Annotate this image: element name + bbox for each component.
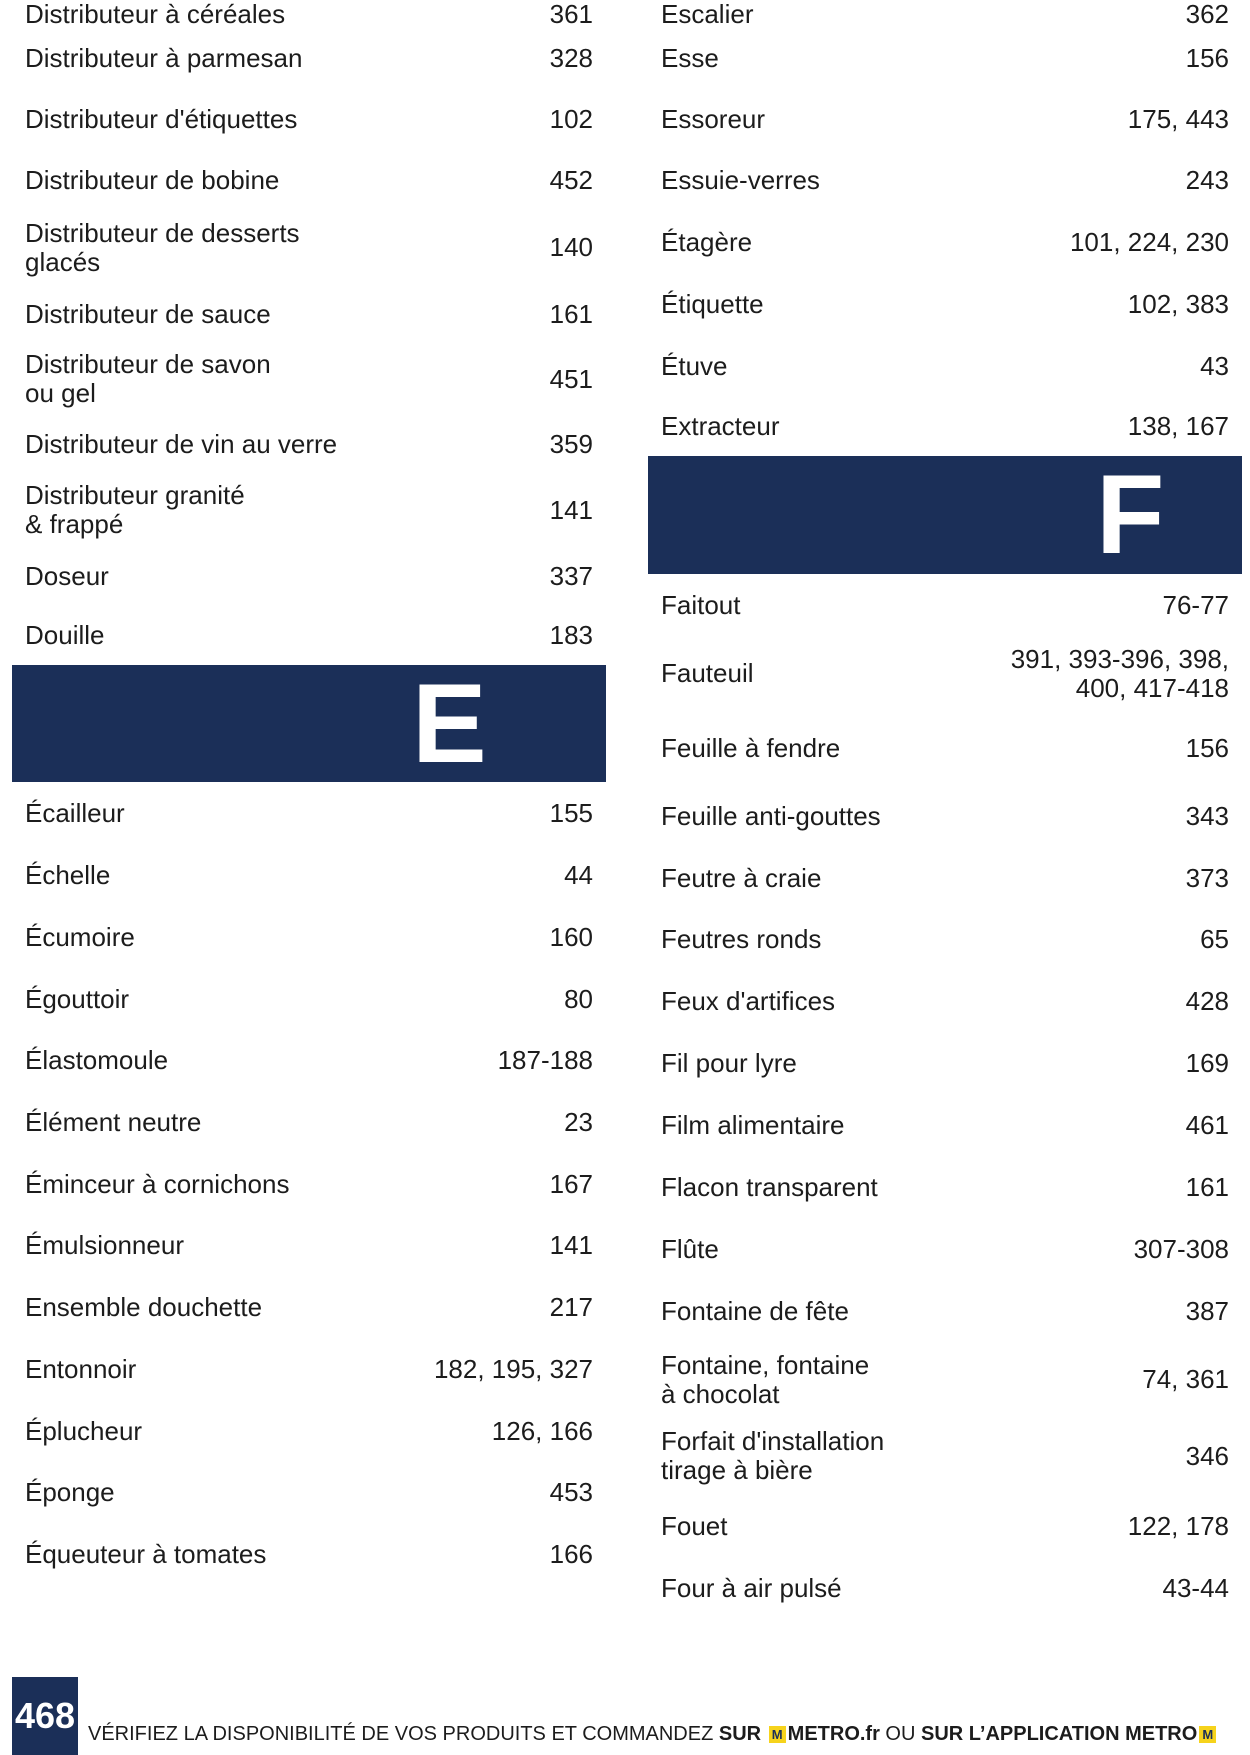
- entry-label: Feutres ronds: [661, 924, 822, 954]
- entry-label: Feux d'artifices: [661, 985, 836, 1016]
- entry-pages: 182, 195, 327: [433, 1353, 593, 1384]
- entry-label: Forfait d'installation tirage à bière: [661, 1426, 885, 1485]
- entry-label: Entonnoir: [25, 1353, 137, 1384]
- entry-pages: 307-308: [1133, 1233, 1229, 1264]
- entry-pages: 43: [1200, 350, 1229, 381]
- index-entry: [648, 150, 1242, 211]
- index-entry: [648, 1032, 1242, 1094]
- entry-label: Four à air pulsé: [661, 1572, 842, 1603]
- index-entry: [12, 1091, 606, 1153]
- index-entry: [648, 711, 1242, 785]
- index-entry: [12, 211, 606, 284]
- entry-label: Étuve: [661, 350, 728, 381]
- entry-pages: 428: [1185, 985, 1229, 1016]
- index-entry: [12, 1338, 606, 1400]
- entry-label: Écailleur: [25, 797, 125, 828]
- index-entry: [12, 1030, 606, 1091]
- entry-pages: 102, 383: [1127, 288, 1229, 319]
- entries-e: [12, 782, 606, 1585]
- entries-f: [648, 574, 1242, 1619]
- entry-label: Éponge: [25, 1477, 115, 1507]
- entry-pages: 461: [1185, 1109, 1229, 1140]
- index-entry: [648, 1342, 1242, 1417]
- entry-label: Écumoire: [25, 921, 135, 952]
- entry-pages: 156: [1185, 42, 1229, 73]
- entry-pages: 391, 393-396, 398, 400, 417-418: [1010, 643, 1229, 703]
- entry-pages: 361: [549, 0, 593, 29]
- entry-label: Esse: [661, 42, 719, 73]
- index-entry: [648, 970, 1242, 1032]
- entry-pages: 183: [549, 620, 593, 650]
- index-entry: [648, 1280, 1242, 1342]
- index-entry: [12, 606, 606, 665]
- index-entry: [12, 474, 606, 546]
- entry-label: Distributeur de savon ou gel: [25, 349, 271, 408]
- entry-pages: 23: [564, 1106, 593, 1137]
- entry-pages: 43-44: [1162, 1572, 1229, 1603]
- entry-pages: 80: [564, 983, 593, 1014]
- section-letter: E: [412, 660, 487, 786]
- index-entry: [648, 1417, 1242, 1495]
- metro-site-link[interactable]: METRO.fr: [787, 1723, 880, 1745]
- entry-label: Douille: [25, 620, 105, 650]
- entry-label: Extracteur: [661, 411, 780, 441]
- entry-pages: 451: [549, 363, 593, 394]
- entry-pages: 387: [1185, 1295, 1229, 1326]
- entry-pages: 126, 166: [491, 1415, 593, 1446]
- entry-pages: 328: [549, 42, 593, 73]
- index-column-right: [648, 0, 1242, 1619]
- index-entry: [648, 847, 1242, 909]
- index-entry: [12, 28, 606, 88]
- entry-label: Distributeur à parmesan: [25, 42, 303, 73]
- entry-pages: 141: [549, 494, 593, 525]
- entry-label: Film alimentaire: [661, 1109, 845, 1140]
- entry-pages: 217: [549, 1291, 593, 1322]
- index-entry: [648, 1218, 1242, 1280]
- entry-pages: 453: [549, 1477, 593, 1507]
- footer-text-part1: VÉRIFIEZ LA DISPONIBILITÉ DE VOS PRODUITS ET COMMANDEZ: [88, 1723, 719, 1745]
- footer-text-part2: OU: [879, 1723, 921, 1745]
- index-entry: [648, 574, 1242, 636]
- entry-pages: 74, 361: [1142, 1364, 1229, 1394]
- metro-app-logo-icon: M: [1199, 1726, 1216, 1743]
- index-entry: [648, 1094, 1242, 1156]
- footer-promo-text: [88, 1722, 1218, 1746]
- letter-banner-e: [12, 660, 606, 786]
- entry-label: Flacon transparent: [661, 1171, 878, 1202]
- entry-pages: 343: [1185, 800, 1229, 831]
- entry-pages: 122, 178: [1127, 1510, 1229, 1541]
- entry-pages: 160: [549, 921, 593, 952]
- index-entry: [648, 211, 1242, 273]
- entry-label: Distributeur de bobine: [25, 165, 280, 195]
- entry-pages: 65: [1200, 924, 1229, 954]
- entry-label: Flûte: [661, 1233, 719, 1264]
- index-entry: [648, 1156, 1242, 1218]
- index-entry: [12, 1153, 606, 1215]
- entry-pages: 161: [1185, 1171, 1229, 1202]
- entry-pages: 373: [1185, 862, 1229, 893]
- entry-label: Feuille à fendre: [661, 732, 841, 763]
- index-entry: [648, 636, 1242, 711]
- entry-pages: 140: [549, 232, 593, 262]
- index-entry: [12, 844, 606, 906]
- index-entry: [648, 28, 1242, 88]
- index-entry: [648, 335, 1242, 397]
- footer-text-bold1: SUR: [718, 1723, 767, 1745]
- entry-pages: 337: [549, 560, 593, 591]
- index-entry: [12, 414, 606, 474]
- entry-pages: 166: [549, 1538, 593, 1569]
- index-entry: [12, 1276, 606, 1338]
- entry-pages: 155: [549, 797, 593, 828]
- entry-label: Équeuteur à tomates: [25, 1538, 267, 1569]
- entry-label: Doseur: [25, 560, 109, 591]
- entry-label: Fontaine de fête: [661, 1295, 849, 1326]
- entry-label: Émulsionneur: [25, 1230, 184, 1260]
- entry-pages: 161: [549, 298, 593, 329]
- entry-label: Distributeur de vin au verre: [25, 428, 338, 459]
- entry-pages: 138, 167: [1127, 411, 1229, 441]
- index-entry: [12, 906, 606, 968]
- index-entry: [12, 150, 606, 211]
- entry-pages: 452: [549, 165, 593, 195]
- entry-label: Faitout: [661, 589, 741, 620]
- entry-pages: 359: [549, 428, 593, 459]
- entry-label: Éplucheur: [25, 1415, 143, 1446]
- entry-pages: 243: [1185, 165, 1229, 195]
- entries-e-continued: [648, 0, 1242, 456]
- entry-pages: 346: [1185, 1440, 1229, 1471]
- index-entry: [12, 344, 606, 414]
- index-entry: [648, 785, 1242, 847]
- index-column-left: [12, 0, 606, 1585]
- entries-d: [12, 0, 606, 665]
- entry-label: Ensemble douchette: [25, 1291, 263, 1322]
- entry-label: Égouttoir: [25, 983, 130, 1014]
- entry-pages: 362: [1185, 0, 1229, 29]
- index-entry: [12, 968, 606, 1030]
- footer-text-bold3: SUR L’APPLICATION METRO: [921, 1723, 1198, 1745]
- page-number: 468: [12, 1677, 78, 1755]
- entry-label: Fouet: [661, 1510, 728, 1541]
- index-entry: [12, 88, 606, 150]
- index-entry: [648, 88, 1242, 150]
- entry-label: Fontaine, fontaine à chocolat: [661, 1349, 870, 1409]
- entry-label: Distributeur d'étiquettes: [25, 103, 298, 134]
- index-entry: [12, 1215, 606, 1276]
- entry-label: Échelle: [25, 859, 111, 890]
- entry-label: Essuie-verres: [661, 165, 820, 195]
- index-entry: [12, 0, 606, 28]
- entry-pages: 175, 443: [1127, 103, 1229, 134]
- entry-label: Étiquette: [661, 288, 764, 319]
- index-entry: [12, 1400, 606, 1462]
- entry-label: Élément neutre: [25, 1106, 202, 1137]
- entry-pages: 101, 224, 230: [1069, 226, 1229, 257]
- entry-pages: 44: [564, 859, 593, 890]
- entry-label: Distributeur de desserts glacés: [25, 217, 300, 277]
- entry-label: Distributeur à céréales: [25, 0, 286, 29]
- index-entry: [648, 1557, 1242, 1619]
- entry-pages: 141: [549, 1230, 593, 1260]
- entry-label: Distributeur de sauce: [25, 298, 271, 329]
- entry-label: Élastomoule: [25, 1045, 169, 1075]
- entry-label: Feutre à craie: [661, 862, 822, 893]
- entry-label: Escalier: [661, 0, 754, 29]
- metro-logo-icon: M: [769, 1726, 786, 1743]
- index-entry: [648, 1495, 1242, 1557]
- index-entry: [12, 284, 606, 344]
- index-entry: [648, 0, 1242, 28]
- index-entry: [12, 1523, 606, 1585]
- index-entry: [12, 1462, 606, 1523]
- index-entry: [12, 782, 606, 844]
- index-entry: [12, 546, 606, 606]
- index-entry: [648, 909, 1242, 970]
- index-entry: [648, 273, 1242, 335]
- entry-label: Fauteuil: [661, 658, 754, 688]
- entry-pages: 76-77: [1162, 589, 1229, 620]
- entry-label: Éminceur à cornichons: [25, 1168, 290, 1199]
- entry-label: Essoreur: [661, 103, 766, 134]
- letter-banner-f: [648, 452, 1242, 577]
- entry-label: Distributeur granité & frappé: [25, 480, 245, 539]
- entry-label: Étagère: [661, 226, 753, 257]
- section-letter: F: [1096, 452, 1165, 577]
- entry-pages: 187-188: [497, 1045, 593, 1075]
- entry-pages: 156: [1185, 732, 1229, 763]
- entry-label: Feuille anti-gouttes: [661, 800, 881, 831]
- index-entry: [648, 397, 1242, 456]
- entry-pages: 169: [1185, 1047, 1229, 1078]
- entry-pages: 102: [549, 103, 593, 134]
- entry-label: Fil pour lyre: [661, 1047, 797, 1078]
- entry-pages: 167: [549, 1168, 593, 1199]
